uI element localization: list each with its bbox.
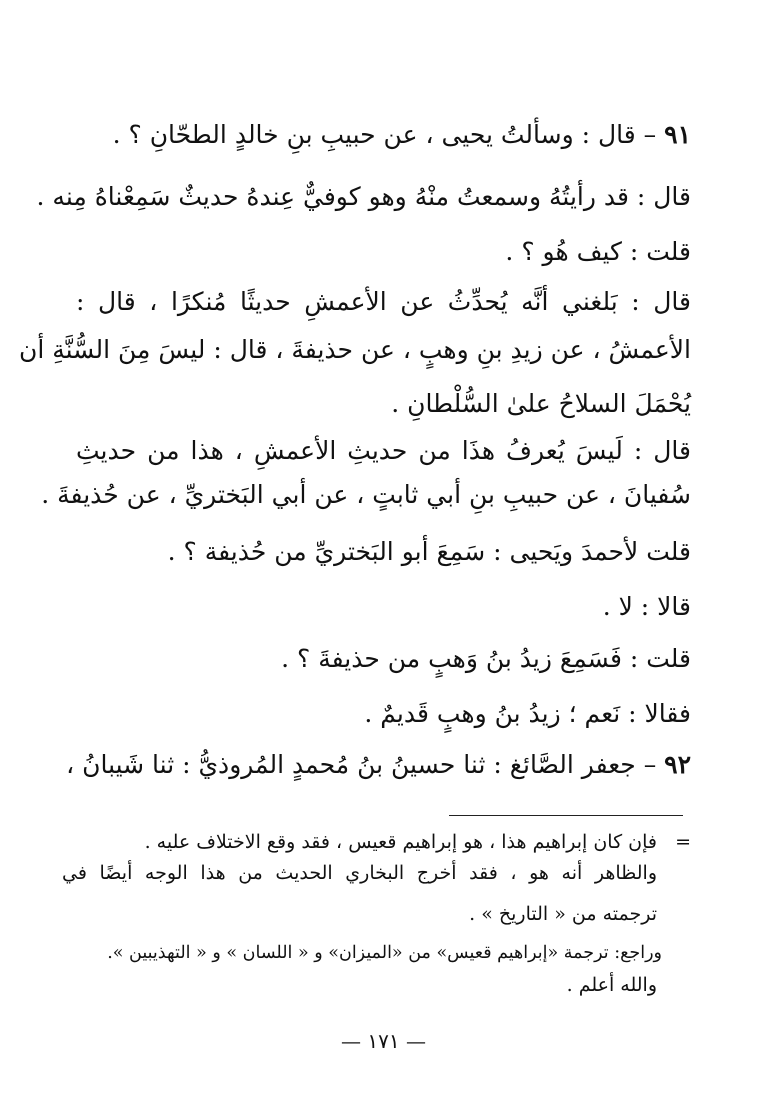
footnote-line-1: فإن كان إبراهيم هذا ، هو إبراهيم قعيس ، فقد وقع الاختلاف عليه . <box>144 831 657 853</box>
footnote-line-5: والله أعلم . <box>566 974 657 996</box>
entry-number-92: ٩٢ <box>664 750 691 779</box>
text-line-4: قال : بَلغني أنَّه يُحدِّثُ عن الأعمشِ حديثًا مُنكرًا ، قال : <box>76 287 691 316</box>
page-number: — ١٧١ — <box>341 1029 426 1053</box>
footnote-line-3: ترجمته من « التاريخ » . <box>469 903 657 925</box>
text-line-9: قلت لأحمدَ ويَحيى : سَمِعَ أبو البَختريِّ من حُذيفة ؟ . <box>167 537 691 566</box>
footnote-line-2: والظاهر أنه هو ، فقد أخرج البخاري الحديث من هذا الوجه أيضًا في <box>62 862 657 884</box>
footnote-separator <box>449 815 683 816</box>
text-line-7: قال : لَيسَ يُعرفُ هذَا من حديثِ الأعمشِ ، هذا من حديثِ <box>76 436 691 465</box>
text-line-13: ٩٢ – جعفر الصَّائغ : ثنا حسينُ بنُ مُحمدٍ المُروذيُّ : ثنا شَيبانُ ، <box>66 750 691 779</box>
text-line-2: قال : قد رأيتُهُ وسمعتُ منْهُ وهو كوفيٌّ عِندهُ حديثٌ سَمِعْناهُ مِنه . <box>36 182 691 211</box>
text-line-11: قلت : فَسَمِعَ زيدُ بنُ وَهبٍ من حذيفةَ ؟ . <box>281 644 691 673</box>
entry-number-91: ٩١ <box>664 120 691 149</box>
text-line-10: قالا : لا . <box>602 592 691 621</box>
text-line-1: ٩١ – قال : وسألتُ يحيى ، عن حبيبِ بنِ خالدٍ الطحّانِ ؟ . <box>112 120 691 149</box>
text-line-8: سُفيانَ ، عن حبيبِ بنِ أبي ثابتٍ ، عن أبي البَختريِّ ، عن حُذيفةَ . <box>41 480 691 509</box>
text-line-5: الأعمشُ ، عن زيدِ بنِ وهبٍ ، عن حذيفةَ ، قال : ليسَ مِنَ السُّنَّةِ أن <box>18 335 691 364</box>
footnote-line-4: وراجع: ترجمة «إبراهيم قعيس» من «الميزان» و « اللسان » و « التهذيبين ». <box>107 943 662 963</box>
text-line-6: يُحْمَلَ السلاحُ علىٰ السُّلْطانِ . <box>391 389 691 418</box>
footnote-continuation-mark: = <box>675 831 691 853</box>
text-line-3: قلت : كيف هُو ؟ . <box>505 237 691 266</box>
text-line-12: فقالا : نَعم ؛ زيدُ بنُ وهبٍ قَديمٌ . <box>364 699 691 728</box>
